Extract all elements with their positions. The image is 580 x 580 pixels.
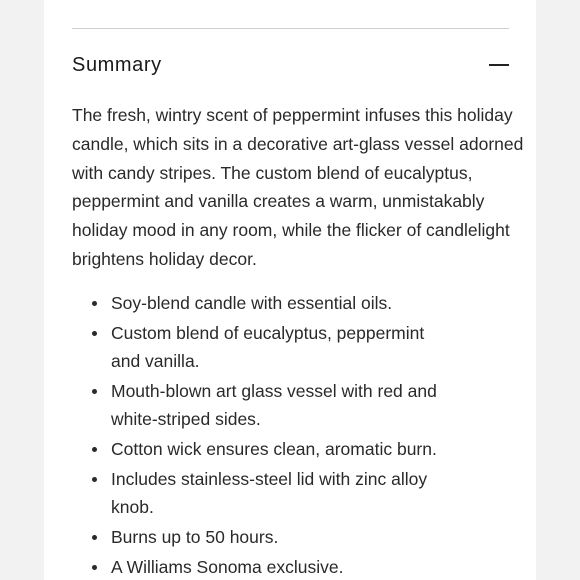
feature-list — [72, 289, 472, 580]
list-item — [72, 289, 456, 317]
section-title: Summary — [72, 54, 162, 76]
bullet-icon — [92, 447, 97, 452]
minus-icon — [489, 64, 509, 66]
feature-text: A Williams Sonoma exclusive. — [111, 557, 344, 577]
list-item — [72, 435, 456, 463]
feature-text: Soy-blend candle with essential oils. — [111, 293, 393, 313]
feature-text: Includes stainless-steel lid with zinc alloy knob. — [111, 469, 428, 517]
feature-text: Custom blend of eucalyptus, peppermint and vanilla. — [111, 323, 425, 371]
bullet-icon — [92, 301, 97, 306]
bullet-icon — [92, 565, 97, 570]
accordion-header[interactable] — [72, 52, 512, 80]
list-item — [72, 553, 456, 580]
product-details-panel — [44, 0, 536, 580]
collapse-button[interactable] — [486, 52, 512, 78]
list-item — [72, 523, 456, 551]
feature-text: Cotton wick ensures clean, aromatic burn. — [111, 439, 437, 459]
feature-text: Burns up to 50 hours. — [111, 527, 279, 547]
bullet-icon — [92, 477, 97, 482]
list-item — [72, 377, 456, 433]
list-item — [72, 465, 456, 521]
bullet-icon — [92, 331, 97, 336]
product-description: The fresh, wintry scent of peppermint infuses this holiday candle, which sits in a decorative art-glass vessel adorned with candy stripes. The custom blend of eucalyptus, peppermint and vanilla creates a warm, unmistakably holiday mood in any room, while the flicker of candlelight brightens holiday decor. — [72, 105, 524, 269]
feature-text: Mouth-blown art glass vessel with red and white-striped sides. — [111, 381, 437, 429]
list-item — [72, 319, 456, 375]
bullet-icon — [92, 389, 97, 394]
section-divider — [72, 28, 509, 29]
bullet-icon — [92, 535, 97, 540]
